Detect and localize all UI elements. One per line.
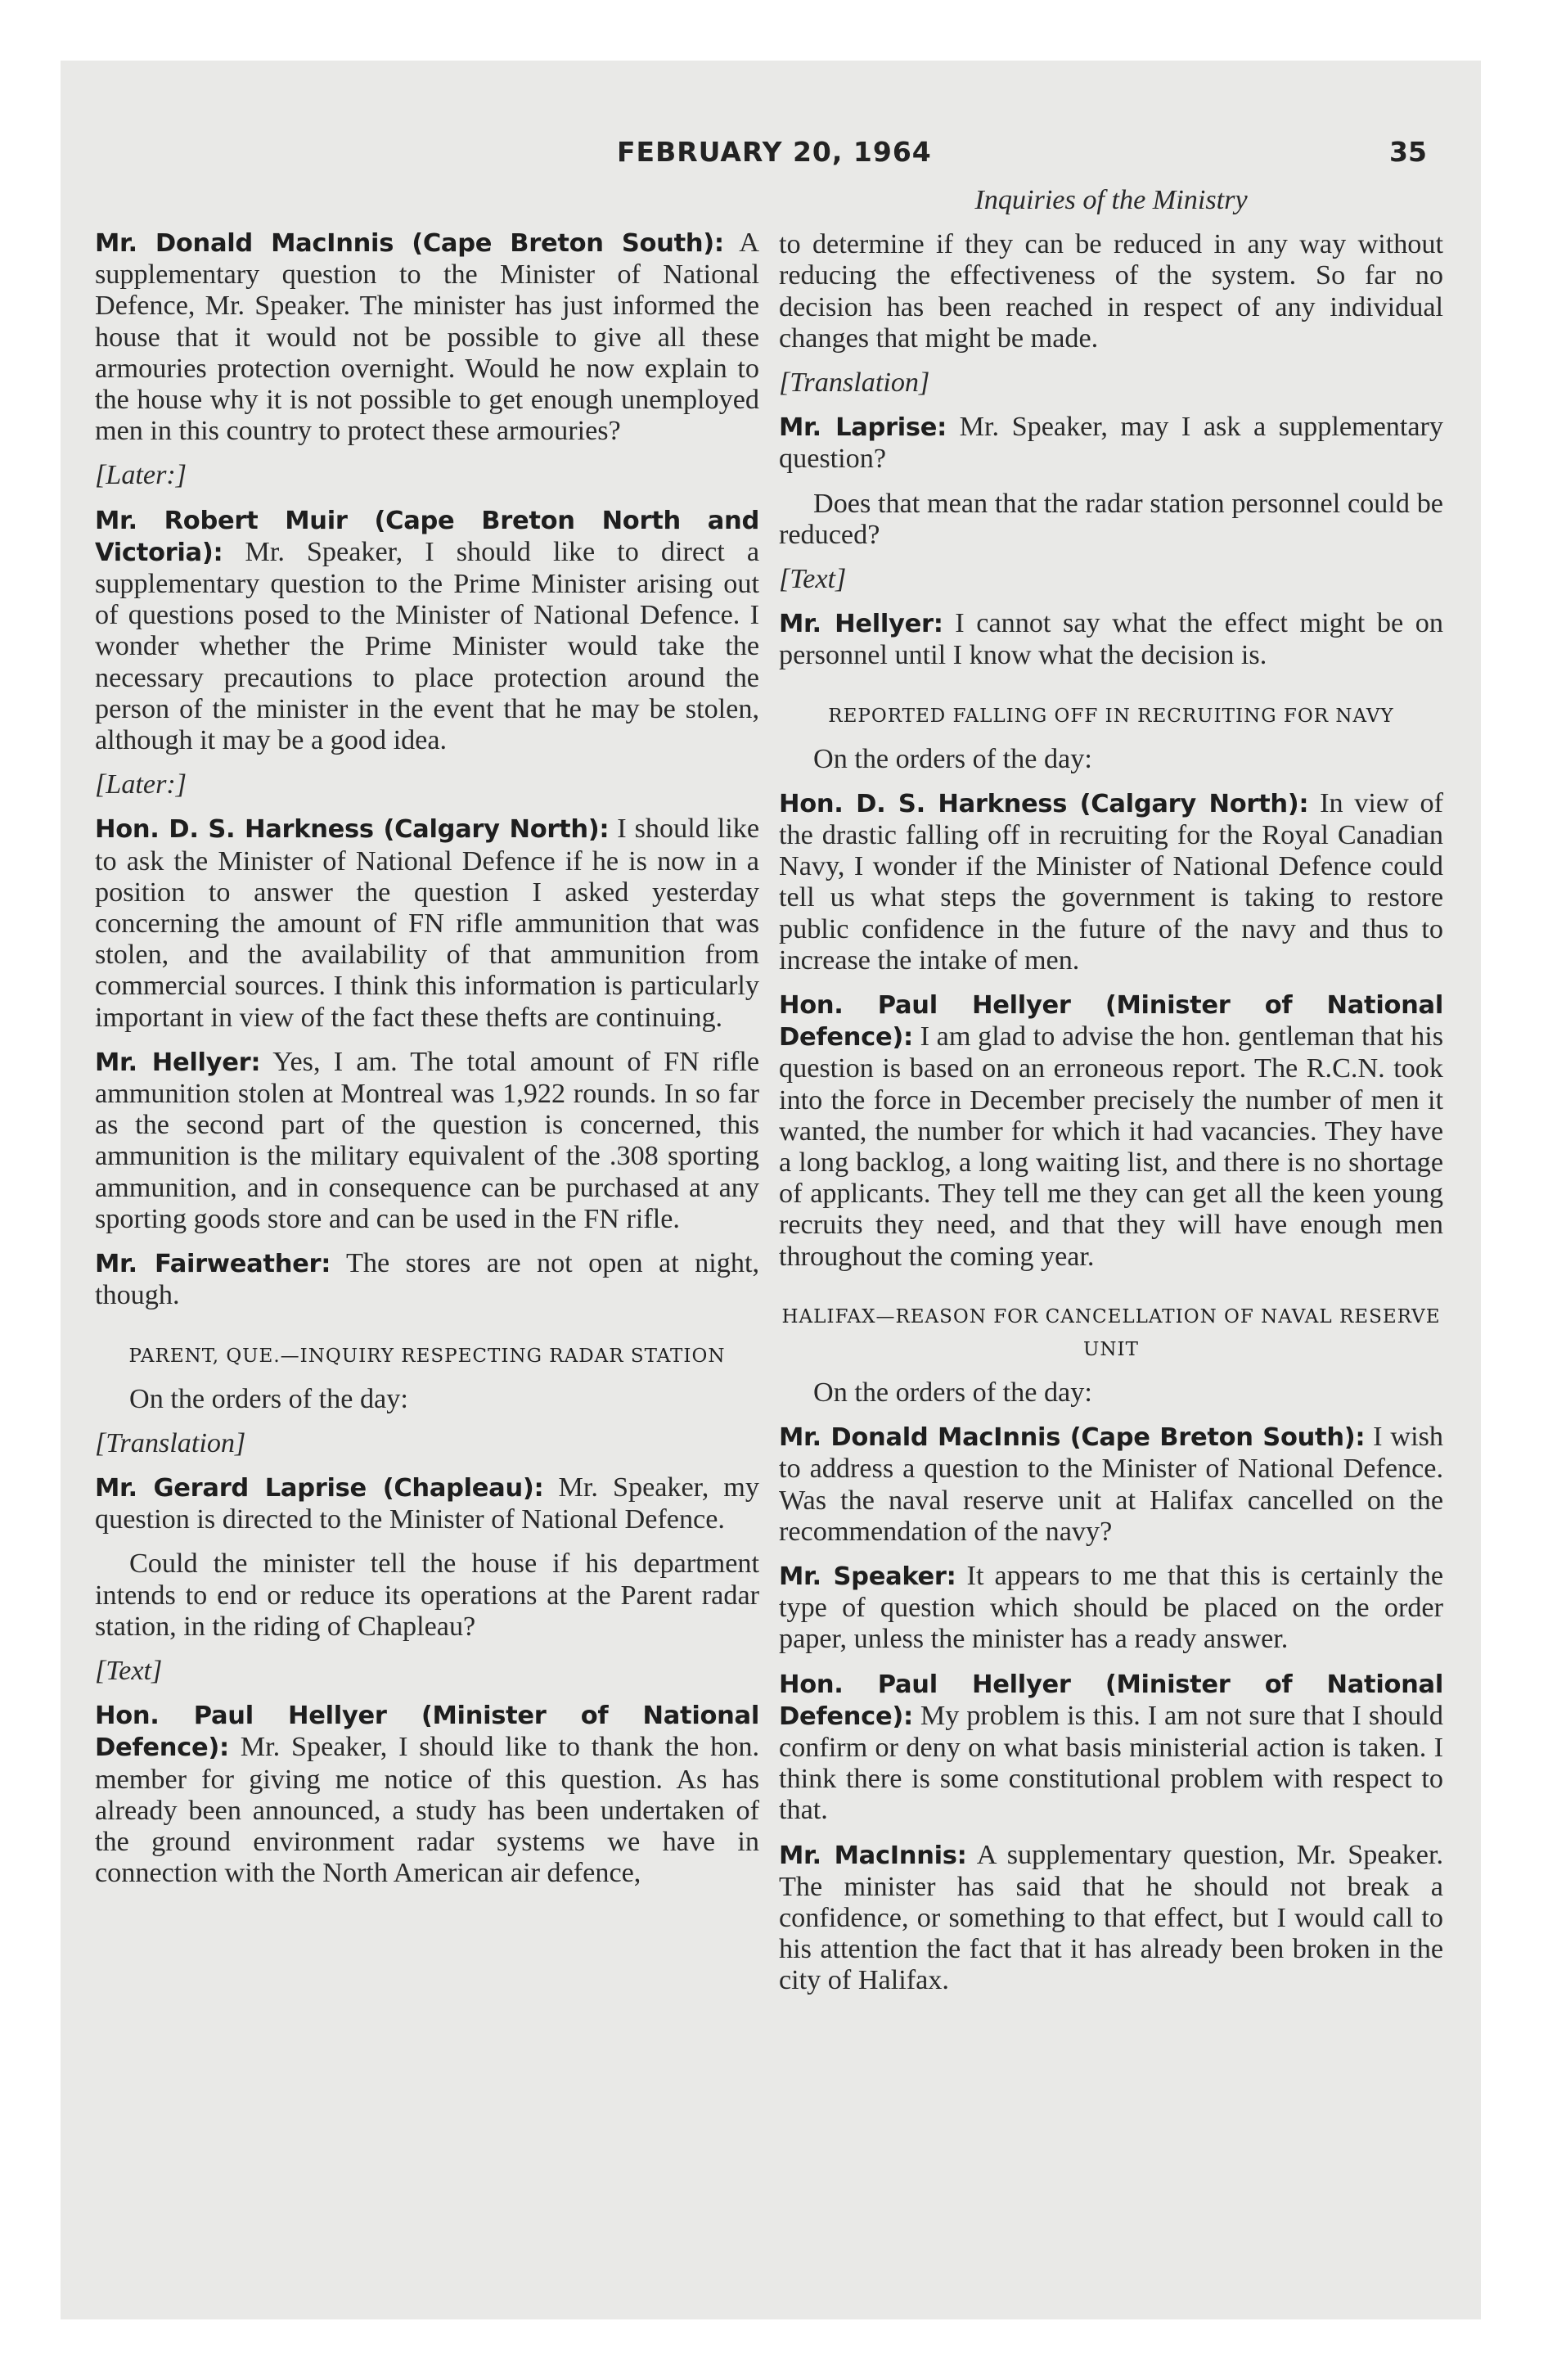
orders-of-day: On the orders of the day: (813, 1377, 1092, 1408)
paragraph (95, 1472, 759, 1535)
paragraph (779, 1561, 1443, 1656)
page-sheet (61, 61, 1481, 2319)
paragraph (95, 1047, 759, 1235)
speaker-name: Mr. Donald MacInnis (Cape Breton South): (779, 1423, 1366, 1453)
speaker-name: Hon. Paul Hellyer (Minister of National Defence): (779, 1670, 1443, 1731)
speech-text: A supplementary question to the Minister of National Defence, Mr. Speaker. The minister has just informed the house that it would not be possible to give all these armouries protection overnight. Would he now explain to the house why it is not possible to get enough unemployed men in this country to protect these armouries? (95, 228, 759, 447)
speech-text: The stores are not open at night, though. (95, 1248, 759, 1311)
speech-text: Yes, I am. The total amount of FN rifle ammunition stolen at Montreal was 1,922 rounds. In so far as the second part of the question is concerned, this ammunition is the military equivalent of the .308 sporting ammunition, and in consequence can be purchased at any sporting goods store and can be used in the FN rifle. (95, 1046, 760, 1234)
speaker-name: Hon. Paul Hellyer (Minister of National Defence): (95, 1702, 759, 1763)
orders-of-day: On the orders of the day: (813, 743, 1092, 774)
paragraph (779, 788, 1443, 976)
speaker-name: Mr. Hellyer: (95, 1048, 261, 1077)
speech-text: Mr. Speaker, my question is directed to the Minister of National Defence. (95, 1472, 759, 1535)
translation-note: [Translation] (95, 1427, 246, 1458)
speaker-name: Mr. Fairweather: (95, 1250, 331, 1279)
speech-text: In view of the drastic falling off in recruiting for the Royal Canadian Navy, I wonder if the Minister of National Defence could tell us what steps the government is taking to restore public confidence in the future of the navy and thus to increase the intake of men. (779, 787, 1443, 976)
later-note: [Later:] (95, 460, 187, 491)
section-heading: PARENT, QUE.—INQUIRY RESPECTING RADAR STATION (128, 1345, 726, 1367)
running-head: Inquiries of the Ministry (974, 185, 1248, 215)
paragraph: to determine if they can be reduced in any way without reducing the effectiveness of the system. So far no decision has been reached in respect of any individual changes that might be made. (779, 229, 1443, 354)
speech-text: Mr. Speaker, I should like to direct a supplementary question to the Prime Minister arising out of questions posed to the Minister of National Defence. I wonder whether the Prime Minister would take the necessary precautions to place protection around the person of the minister in the event that he may be stolen, although it may be a good idea. (95, 536, 759, 756)
section-heading: REPORTED FALLING OFF IN RECRUITING FOR NAVY (828, 705, 1394, 727)
speech-text: A supplementary question, Mr. Speaker. The minister has said that he should not break a confidence, or something to that effect, but I would call to his attention the fact that it has already been broken in the city of Halifax. (779, 1839, 1443, 1996)
speech-text: I should like to ask the Minister of National Defence if he is now in a position to answer the question I asked yesterday concerning the amount of FN rifle ammunition that was stolen, and the availability of that ammunition from commercial sources. I think this information is particularly important in view of the fact these thefts are continuing. (95, 814, 759, 1033)
speech-text: It appears to me that this is certainly the type of question which should be placed on the order paper, unless the minister has a ready answer. (779, 1560, 1443, 1655)
speaker-name: Mr. MacInnis: (779, 1841, 967, 1870)
right-column (779, 185, 1443, 2010)
paragraph (779, 989, 1443, 1273)
translation-note: [Translation] (779, 367, 930, 399)
left-column (95, 228, 759, 1902)
orders-of-day: On the orders of the day: (129, 1383, 408, 1414)
page-header (61, 136, 1481, 185)
speech-text: I am glad to advise the hon. gentleman that his question is based on an erroneous report. The R.C.N. took into the force in December precisely the number of men it wanted, the number for which it had vacancies. They have a long backlog, a long waiting list, and there is no shortage of applicants. They tell me they can get all the keen young recruits they need, and that they will have enough men throughout the coming year. (779, 1021, 1443, 1272)
paragraph (95, 228, 759, 447)
paragraph: Could the minister tell the house if his department intends to end or reduce its operations at the Parent radar station, in the riding of Chapleau? (95, 1548, 759, 1642)
speech-text: I cannot say what the effect might be on personnel until I know what the decision is. (779, 608, 1443, 671)
speaker-name: Hon. D. S. Harkness (Calgary North): (779, 789, 1309, 818)
paragraph (95, 1700, 759, 1889)
later-note: [Later:] (95, 769, 187, 800)
speaker-name: Mr. Gerard Laprise (Chapleau): (95, 1473, 544, 1503)
page-number: 35 (1389, 136, 1427, 168)
paragraph (779, 1422, 1443, 1548)
speaker-name: Hon. Paul Hellyer (Minister of National Defence): (779, 991, 1443, 1053)
speaker-name: Mr. Laprise: (779, 413, 947, 443)
paragraph (95, 1248, 759, 1311)
paragraph (95, 814, 759, 1033)
speaker-name: Mr. Speaker: (779, 1562, 956, 1591)
paragraph (779, 608, 1443, 671)
header-date: FEBRUARY 20, 1964 (617, 136, 932, 168)
speech-text: I wish to address a question to the Minister of National Defence. Was the naval reserve unit at Halifax cancelled on the recommendation of the navy? (779, 1422, 1443, 1547)
speech-text: Mr. Speaker, may I ask a supplementary question? (779, 412, 1444, 475)
speech-text: Mr. Speaker, I should like to thank the hon. member for giving me notice of this question. As has already been announced, a study has been undertaken of the ground environment radar systems we have in connection with the North American air defence, (95, 1732, 759, 1889)
paragraph (779, 1669, 1443, 1827)
paragraph (779, 412, 1443, 475)
paragraph (95, 505, 759, 757)
text-note: [Text] (95, 1655, 163, 1686)
paragraph (779, 1840, 1443, 1997)
speaker-name: Mr. Hellyer: (779, 610, 943, 639)
text-note: [Text] (779, 564, 847, 595)
speech-text: My problem is this. I am not sure that I should confirm or deny on what basis ministerial action is taken. I think there is some constitutional problem with respect to that. (779, 1700, 1443, 1826)
speaker-name: Mr. Donald MacInnis (Cape Breton South): (95, 229, 724, 258)
section-heading: HALIFAX—REASON FOR CANCELLATION OF NAVAL RESERVE UNIT (781, 1305, 1441, 1360)
speaker-name: Mr. Robert Muir (Cape Breton North and Victoria): (95, 506, 759, 567)
speaker-name: Hon. D. S. Harkness (Calgary North): (95, 815, 610, 845)
paragraph: Does that mean that the radar station personnel could be reduced? (779, 488, 1443, 550)
